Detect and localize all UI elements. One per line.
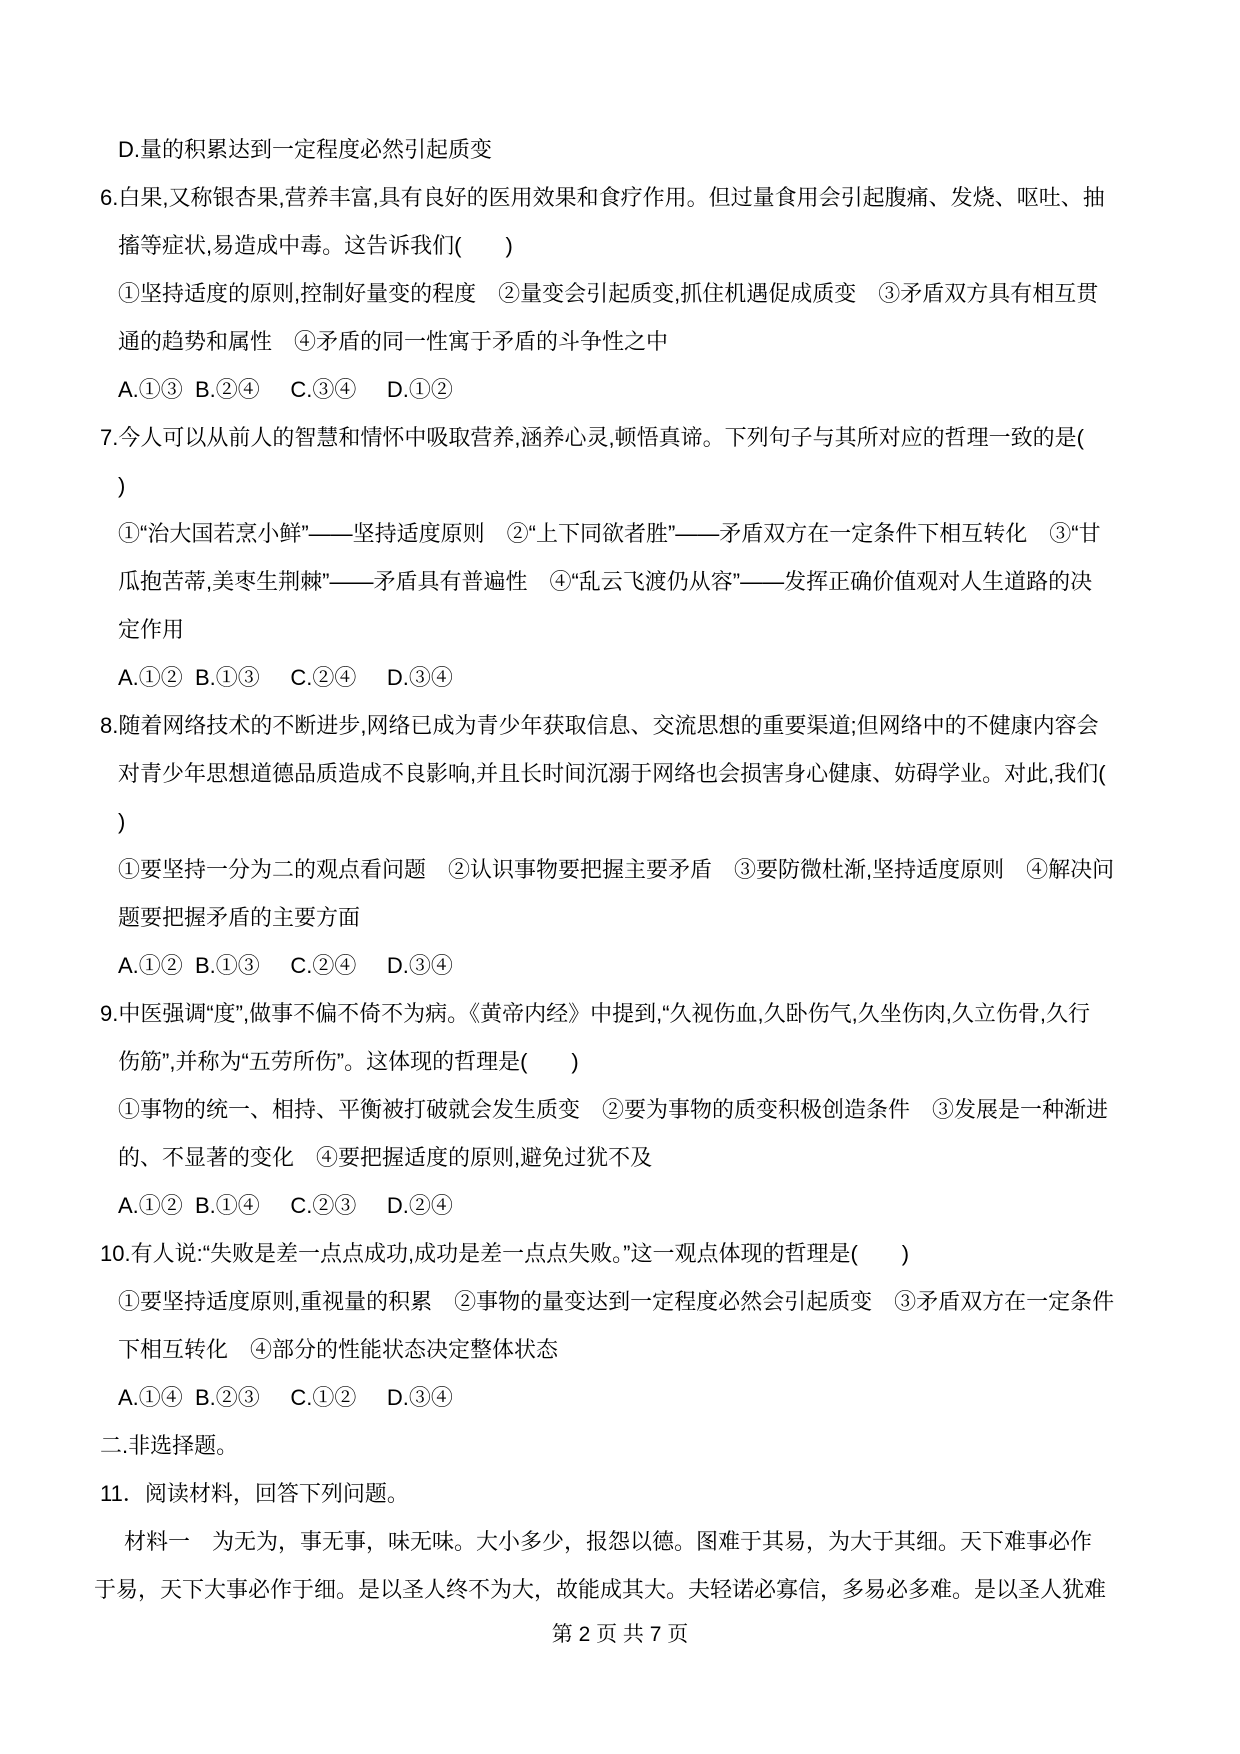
- text-line: 通的趋势和属性 ④矛盾的同一性寓于矛盾的斗争性之中: [118, 329, 669, 354]
- text-line: A.①③ B.②④ C.③④ D.①②: [118, 377, 453, 402]
- text-line: ①坚持适度的原则,控制好量变的程度 ②量变会引起质变,抓住机遇促成质变 ③矛盾双方具有相互贯: [118, 281, 1099, 306]
- text-line: 10.有人说:“失败是差一点点成功,成功是差一点点失败。”这一观点体现的哲理是( ): [100, 1241, 910, 1266]
- text-line: ①“治大国若烹小鲜”——坚持适度原则 ②“上下同欲者胜”——矛盾双方在一定条件下相互转化 ③“甘: [118, 521, 1101, 546]
- text-line: 对青少年思想道德品质造成不良影响,并且长时间沉溺于网络也会损害身心健康、妨碍学业。对此,我们(: [118, 761, 1106, 786]
- text-line: 搐等症状,易造成中毒。这告诉我们( ): [118, 233, 513, 258]
- text-line: ①要坚持适度原则,重视量的积累 ②事物的量变达到一定程度必然会引起质变 ③矛盾双方在一定条件: [118, 1289, 1115, 1314]
- page-number: 第 2 页 共 7 页: [551, 1623, 689, 1646]
- text-line: 于易，天下大事必作于细。是以圣人终不为大，故能成其大。夫轻诺必寡信，多易必多难。是以圣人犹难: [94, 1577, 1107, 1602]
- text-line: ①要坚持一分为二的观点看问题 ②认识事物要把握主要矛盾 ③要防微杜渐,坚持适度原则 ④解决问: [118, 857, 1115, 882]
- text-line: A.①② B.①③ C.②④ D.③④: [118, 665, 453, 690]
- text-line: ①事物的统一、相持、平衡被打破就会发生质变 ②要为事物的质变积极创造条件 ③发展是一种渐进: [118, 1097, 1109, 1122]
- text-line: ): [118, 809, 126, 834]
- text-line: ): [118, 473, 126, 498]
- text-line: 6.白果,又称银杏果,营养丰富,具有良好的医用效果和食疗作用。但过量食用会引起腹痛、发烧、呕吐、抽: [100, 185, 1105, 210]
- text-line: 9.中医强调“度”,做事不偏不倚不为病。《黄帝内经》中提到,“久视伤血,久卧伤气,久坐伤肉,久立伤骨,久行: [100, 1001, 1091, 1026]
- text-line: 瓜抱苦蒂,美枣生荆棘”——矛盾具有普遍性 ④“乱云飞渡仍从容”——发挥正确价值观对人生道路的决: [118, 569, 1093, 594]
- text-line: 题要把握矛盾的主要方面: [118, 905, 361, 930]
- text-line: A.①④ B.②③ C.①② D.③④: [118, 1385, 453, 1410]
- text-line: 的、不显著的变化 ④要把握适度的原则,避免过犹不及: [118, 1145, 653, 1170]
- text-line: A.①② B.①④ C.②③ D.②④: [118, 1193, 453, 1218]
- text-line: 8.随着网络技术的不断进步,网络已成为青少年获取信息、交流思想的重要渠道;但网络中的不健康内容会: [100, 713, 1099, 738]
- text-line: 下相互转化 ④部分的性能状态决定整体状态: [118, 1337, 559, 1362]
- text-line: 材料一 为无为，事无事，味无味。大小多少，报怨以德。图难于其易，为大于其细。天下难事必作: [124, 1529, 1093, 1554]
- text-line: 伤筋”,并称为“五劳所伤”。这体现的哲理是( ): [118, 1049, 579, 1074]
- text-line: 7.今人可以从前人的智慧和情怀中吸取营养,涵养心灵,顿悟真谛。下列句子与其所对应的哲理一致的是(: [100, 425, 1084, 450]
- text-line: 定作用: [118, 617, 185, 642]
- text-line: 11．阅读材料，回答下列问题。: [100, 1481, 409, 1506]
- text-line: D.量的积累达到一定程度必然引起质变: [118, 137, 493, 162]
- text-line: 二.非选择题。: [100, 1433, 239, 1458]
- document-body: [94, 126, 1160, 1614]
- page-footer: [0, 1620, 1240, 1650]
- text-line: A.①② B.①③ C.②④ D.③④: [118, 953, 453, 978]
